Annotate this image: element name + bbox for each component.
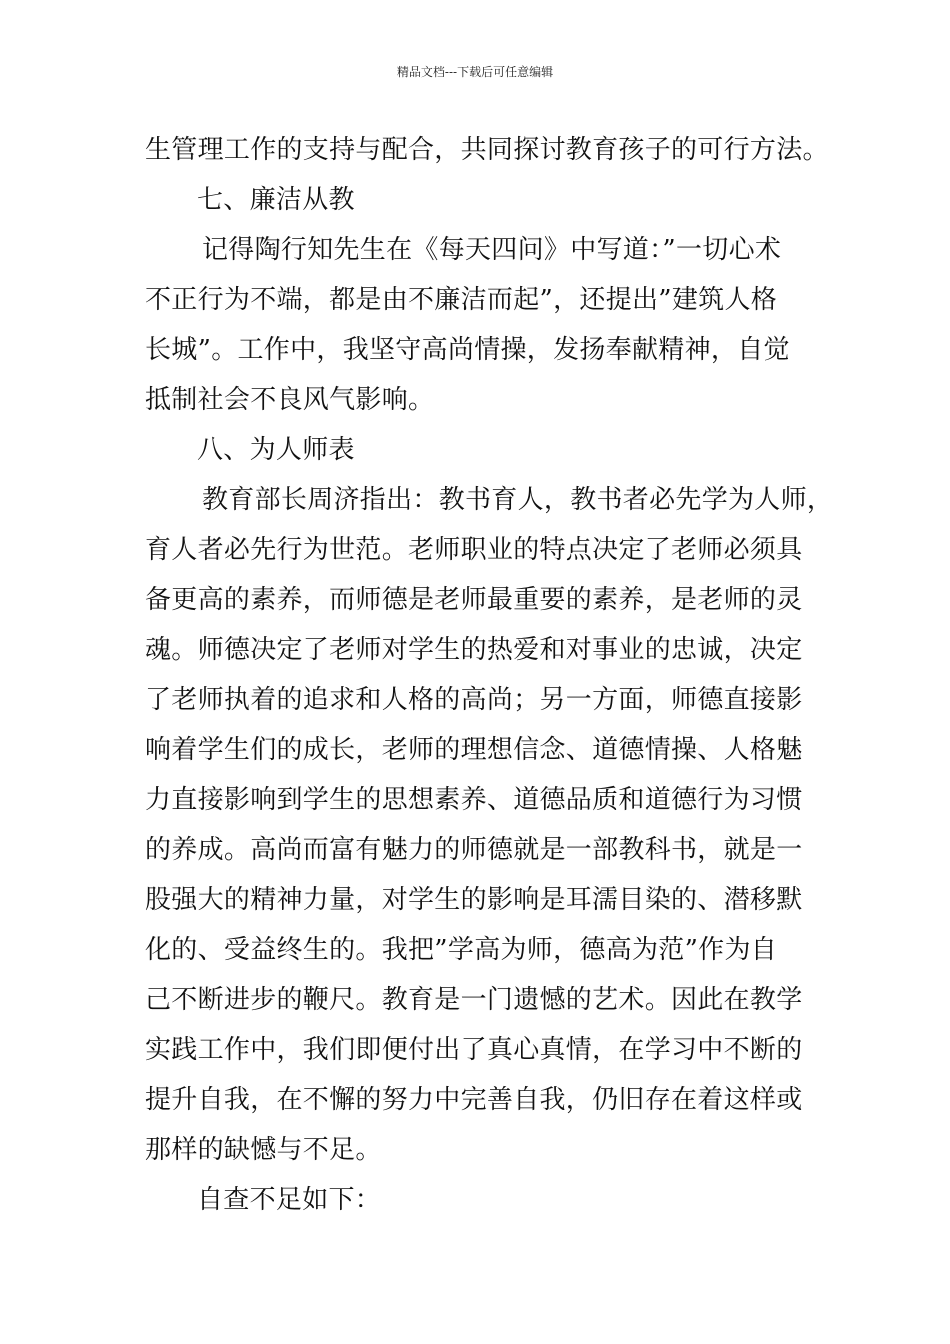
text-line: 教育部长周济指出：教书育人，教书者必先学为人师， [202, 485, 834, 515]
text-line: 提升自我，在不懈的努力中完善自我，仍旧存在着这样或 [145, 1085, 803, 1115]
text-line: 备更高的素养，而师德是老师最重要的素养，是老师的灵 [145, 585, 803, 615]
text-line: 响着学生们的成长，老师的理想信念、道德情操、人格魅 [145, 735, 803, 765]
page-header: 精品文档---下载后可任意编辑 [396, 65, 554, 79]
text-line: 力直接影响到学生的思想素养、道德品质和道德行为习惯 [145, 785, 803, 815]
text-line: 记得陶行知先生在《每天四问》中写道：”一切心术 [202, 235, 782, 265]
section-heading-zicha: 自查不足如下： [197, 1185, 382, 1215]
text-line: 抵制社会不良风气影响。 [145, 385, 435, 415]
text-line: 实践工作中，我们即便付出了真心真情，在学习中不断的 [145, 1035, 803, 1065]
text-line: 不正行为不端，都是由不廉洁而起”，还提出”建筑人格 [145, 285, 778, 315]
section-heading-weirenshibiao: 八、为人师表 [197, 435, 355, 465]
text-line: 生管理工作的支持与配合，共同探讨教育孩子的可行方法。 [145, 135, 829, 165]
text-line: 化的、受益终生的。我把”学高为师，德高为范”作为自 [145, 935, 778, 965]
document-body [145, 125, 834, 1225]
text-line: 股强大的精神力量，对学生的影响是耳濡目染的、潜移默 [145, 885, 803, 915]
text-line: 育人者必先行为世范。老师职业的特点决定了老师必须具 [145, 535, 803, 565]
text-line: 那样的缺憾与不足。 [145, 1135, 382, 1165]
text-line: 的养成。高尚而富有魅力的师德就是一部教科书，就是一 [145, 835, 803, 865]
text-line: 魂。师德决定了老师对学生的热爱和对事业的忠诚，决定 [145, 635, 803, 665]
text-line: 长城”。工作中，我坚守高尚情操，发扬奉献精神，自觉 [145, 335, 790, 365]
text-line: 己不断进步的鞭尺。教育是一门遗憾的艺术。因此在教学 [145, 985, 803, 1015]
text-line: 了老师执着的追求和人格的高尚；另一方面，师德直接影 [145, 685, 803, 715]
section-heading-lianjie: 七、廉洁从教 [197, 185, 355, 215]
